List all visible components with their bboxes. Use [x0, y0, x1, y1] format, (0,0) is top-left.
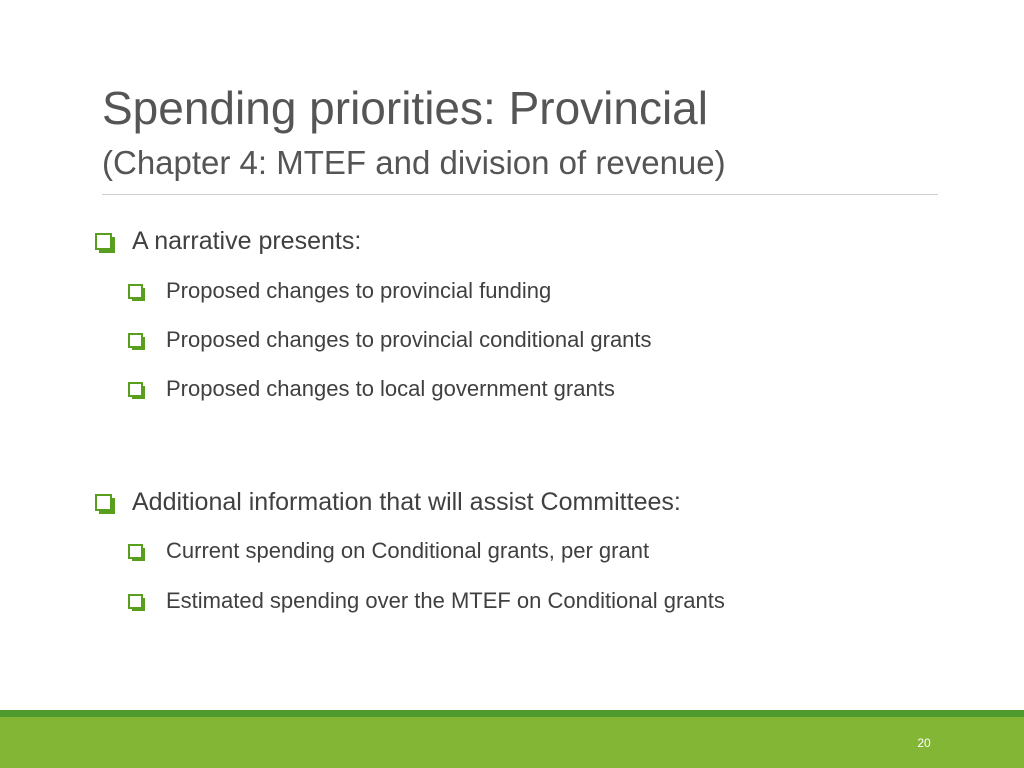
checkbox-square-icon: [128, 284, 143, 299]
checkbox-square-icon: [128, 382, 143, 397]
bullet-text: Estimated spending over the MTEF on Conditional grants: [166, 588, 725, 613]
slide-subtitle: (Chapter 4: MTEF and division of revenue): [102, 144, 726, 181]
checkbox-square-icon: [128, 544, 143, 559]
section-heading-additional-info: [95, 485, 681, 519]
bullet-item: [128, 276, 551, 306]
footer-band: [0, 717, 1024, 768]
slide-title: Spending priorities: Provincial: [102, 82, 708, 134]
bullet-text: Proposed changes to provincial funding: [166, 278, 552, 303]
footer-accent-line: [0, 710, 1024, 717]
checkbox-square-icon: [95, 233, 112, 250]
bullet-text: Current spending on Conditional grants, per grant: [166, 538, 650, 563]
bullet-item: [128, 536, 649, 566]
bullet-text: Additional information that will assist Committees:: [132, 487, 681, 516]
bullet-item: [128, 325, 652, 355]
section-heading-narrative: [95, 224, 361, 258]
checkbox-square-icon: [128, 333, 143, 348]
slide-number: 20: [917, 736, 931, 750]
title-divider: [102, 194, 938, 195]
bullet-text: Proposed changes to local government grants: [166, 376, 615, 401]
checkbox-square-icon: [128, 594, 143, 609]
checkbox-square-icon: [95, 494, 112, 511]
bullet-text: A narrative presents:: [132, 226, 362, 255]
bullet-item: [128, 586, 725, 616]
bullet-text: Proposed changes to provincial conditional grants: [166, 327, 652, 352]
bullet-item: [128, 374, 615, 404]
